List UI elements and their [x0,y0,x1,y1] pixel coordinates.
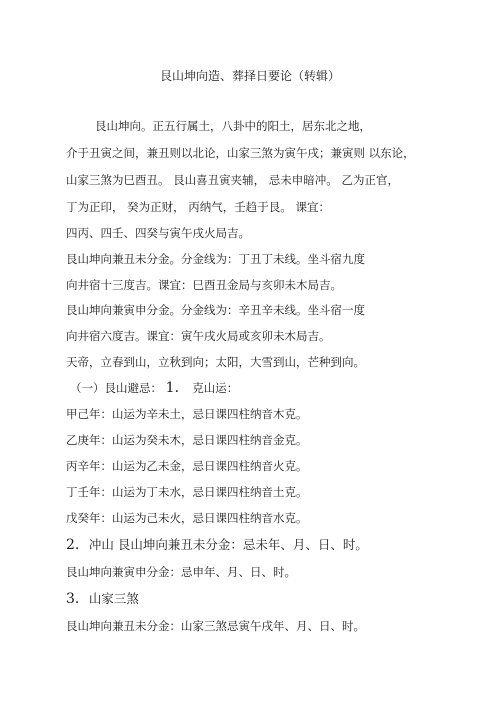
item-number: 2． [66,537,89,553]
list-item: 戊癸年：山运为己未火，忌日课四柱纳音水克。 [66,511,308,525]
paragraph-line: 艮山坤向兼寅申分金：忌申年、月、日、时。 [66,565,296,579]
item-label: 克山运： [192,381,239,395]
paragraph-line: 向井宿六度吉。课宜：寅午戌火局或亥卯未木局吉。 [66,329,331,343]
paragraph-line: 艮山坤向兼丑未分金。分金线为：丁丑丁未线。坐斗宿九度 [66,252,365,266]
item-text: 冲山 艮山坤向兼丑未分金：忌未年、月、日、时。 [88,537,368,552]
paragraph-line: 介于丑寅之间，兼丑则以北论，山家三煞为寅午戌；兼寅则 以东论， [66,146,415,160]
list-item: 乙庚年：山运为癸未木，忌日课四柱纳音金克。 [66,433,308,447]
paragraph-line: 山家三煞为巳酉丑。 艮山喜丑寅夹辅， 忌未申暗冲。 乙为正官， [66,173,399,187]
numbered-item [66,537,368,553]
paragraph-line: 天帝，立春到山，立秋到向；太阳，大雪到山，芒种到向。 [66,355,365,369]
numbered-item [66,591,139,607]
paragraph-line: 艮山坤向。正五行属土，八卦中的阳土，居东北之地， [95,119,371,133]
page-title: 艮山坤向造、葬择日要论（转辑） [159,69,340,83]
item-number: 1． [165,380,189,396]
list-item: 甲己年：山运为辛未土，忌日课四柱纳音木克。 [66,407,308,421]
paragraph-line: 四丙、四壬、四癸与寅午戌火局吉。 [66,226,250,240]
item-text: 山家三煞 [88,591,139,606]
list-item: 丁壬年：山运为丁未水，忌日课四柱纳音土克。 [66,485,308,499]
item-number: 3． [66,591,89,607]
section-heading [70,380,238,396]
section-heading-label: （一）艮山避忌： [70,381,162,395]
paragraph-line: 艮山坤向兼丑未分金：山家三煞忌寅午戌年、月、日、时。 [66,619,365,633]
paragraph-line: 向井宿十三度吉。课宜：巳酉丑金局与亥卯未木局吉。 [66,278,342,292]
paragraph-line: 艮山坤向兼寅申分金。分金线为：辛丑辛未线。坐斗宿一度 [66,303,365,317]
list-item: 丙辛年：山运为乙未金，忌日课四柱纳音火克。 [66,459,308,473]
paragraph-line: 丁为正印， 癸为正财， 丙纳气，壬趋于艮。 课宜： [66,200,330,214]
